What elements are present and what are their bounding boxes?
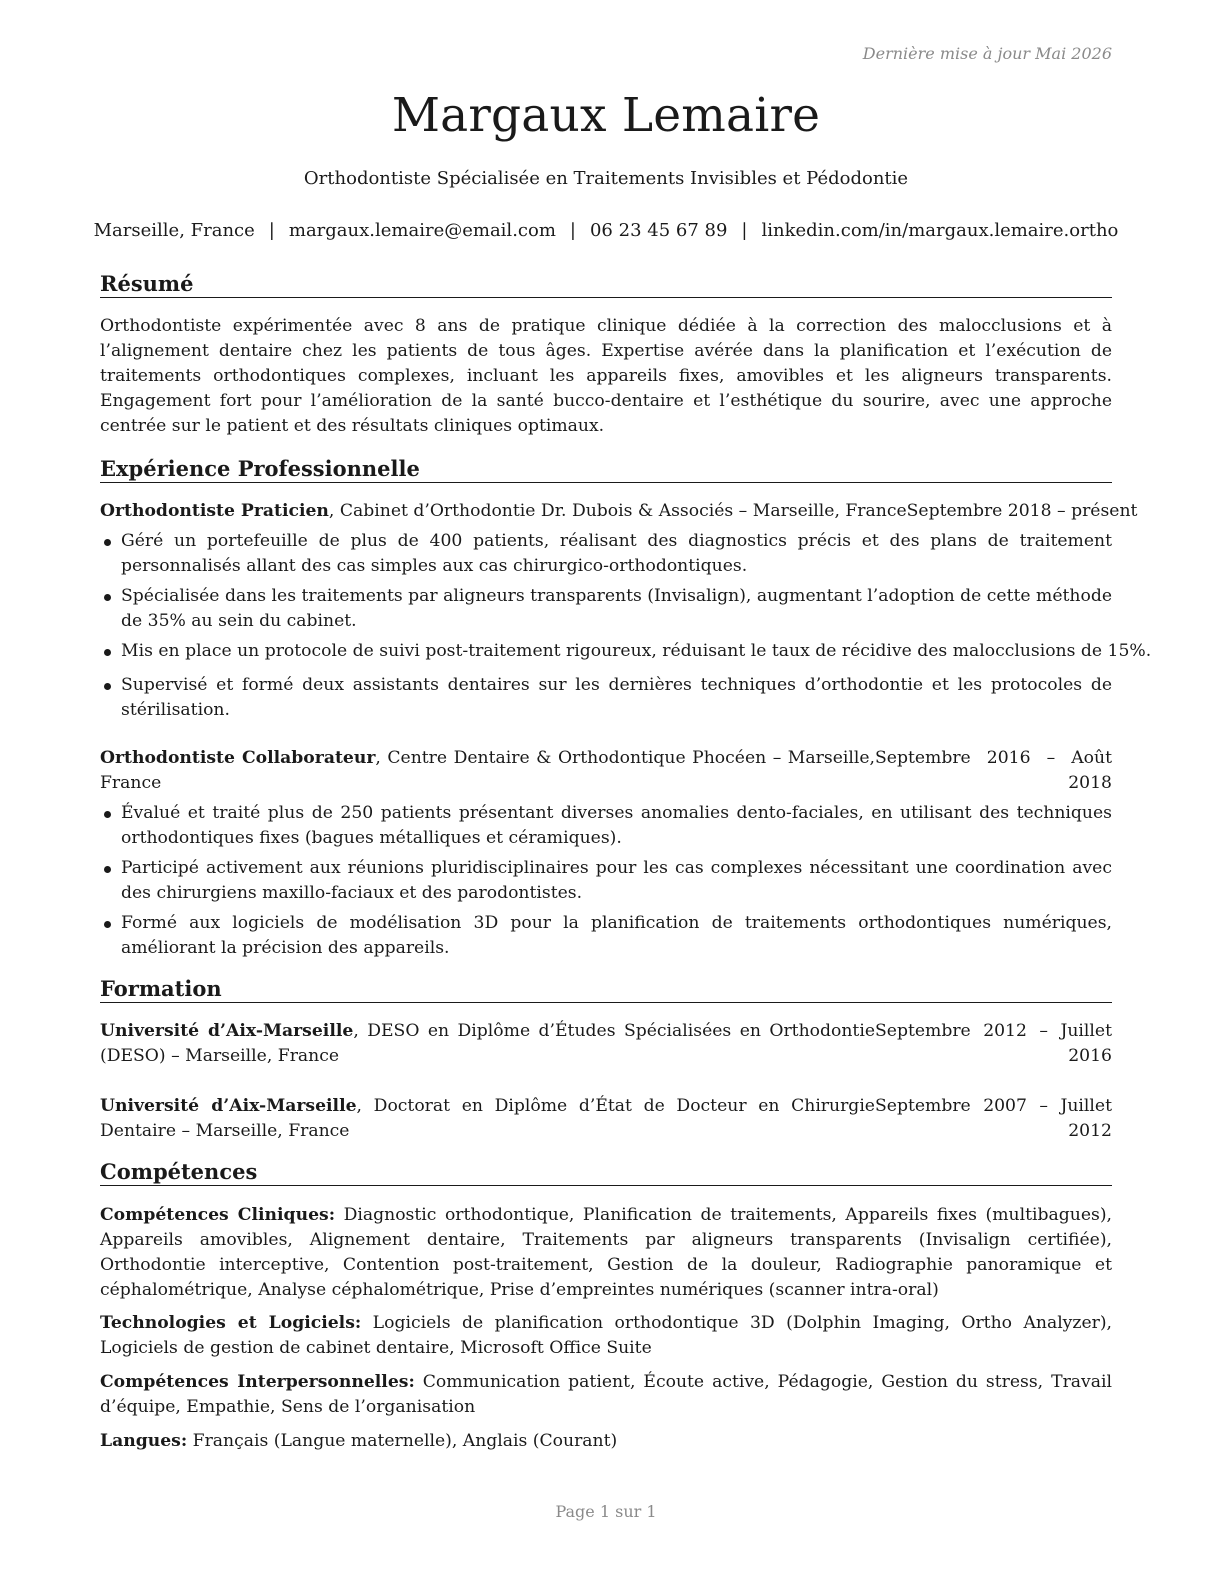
education-dates: Septembre 2012 – Juillet 2016 — [875, 1021, 1112, 1066]
job-org: , Centre Dentaire & Orthodontique Phocéen – Marseille, France — [100, 748, 875, 793]
education-dates: Septembre 2007 – Juillet 2012 — [875, 1096, 1112, 1141]
skills-label: Technologies et Logiciels: — [100, 1313, 362, 1333]
job-bullets — [100, 529, 1152, 723]
skills-group — [100, 1429, 1112, 1454]
school-name: Université d’Aix-Marseille — [100, 1021, 354, 1041]
job-dates: Septembre 2018 – présent — [906, 501, 1138, 521]
skills-group — [100, 1311, 1112, 1361]
degree: , Doctorat en Diplôme d’État de Docteur en Chirurgie Dentaire – Marseille, France — [100, 1096, 875, 1141]
skills-text: Logiciels de planification orthodontique 3D (Dolphin Imaging, Ortho Analyzer), Logiciels de gestion de cabinet dentaire, Microsoft Office Suite — [100, 1313, 1113, 1358]
list-item: Participé activement aux réunions pluridisciplinaires pour les cas complexes nécessitant une coordination avec des chirurgiens maxillo-faciaux et des parodontistes. — [100, 856, 1112, 906]
contact-location: Marseille, France — [93, 220, 255, 241]
bullet-icon — [104, 921, 111, 928]
section-title-education: Formation — [100, 976, 1112, 1003]
contact-separator: | — [569, 220, 576, 241]
section-title-summary: Résumé — [100, 271, 1112, 298]
section-title-skills: Compétences — [100, 1159, 1112, 1186]
bullet-icon — [104, 683, 111, 690]
job-header — [100, 746, 1112, 796]
contact-separator: | — [741, 220, 748, 241]
list-item: Formé aux logiciels de modélisation 3D pour la planification de traitements orthodontiques numériques, améliorant la précision des appareils. — [100, 911, 1112, 961]
education-item — [100, 1019, 1112, 1069]
education-item — [100, 1094, 1112, 1144]
contact-line — [90, 220, 1122, 241]
skills-group — [100, 1203, 1112, 1303]
contact-separator: | — [268, 220, 275, 241]
bullet-icon — [104, 811, 111, 818]
job-role: Orthodontiste Collaborateur — [100, 748, 376, 768]
contact-phone[interactable]: 06 23 45 67 89 — [589, 220, 728, 241]
summary-text: Orthodontiste expérimentée avec 8 ans de pratique clinique dédiée à la correction des malocclusions et à l’alignement dentaire chez les patients de tous âges. Expertise avérée dans la planification et l’exécution de traitements orthodontiques complexes, incluant les appareils fixes, amovibles et les aligneurs transparents. Engagement fort pour l’amélioration de la santé bucco-dentaire et l’esthétique du sourire, avec une approche centrée sur le patient et des résultats cliniques optimaux. — [100, 316, 1112, 436]
skills-label: Compétences Interpersonnelles: — [100, 1372, 415, 1392]
contact-email[interactable]: margaux.lemaire@email.com — [288, 220, 556, 241]
job-bullets — [100, 801, 1112, 961]
contact-linkedin[interactable]: linkedin.com/in/margaux.lemaire.ortho — [761, 220, 1119, 241]
section-title-experience: Expérience Professionnelle — [100, 456, 1112, 483]
skills-label: Compétences Cliniques: — [100, 1205, 336, 1225]
list-item: Évalué et traité plus de 250 patients présentant diverses anomalies dento-faciales, en utilisant des techniques orthodontiques fixes (bagues métalliques et céramiques). — [100, 801, 1112, 851]
skills-group — [100, 1370, 1112, 1420]
list-item: Supervisé et formé deux assistants dentaires sur les dernières techniques d’orthodontie et les protocoles de stérilisation. — [100, 673, 1112, 723]
candidate-name: Margaux Lemaire — [391, 88, 821, 143]
degree: , DESO en Diplôme d’Études Spécialisées en Orthodontie (DESO) – Marseille, France — [100, 1021, 875, 1066]
job-dates: Septembre 2016 – Août 2018 — [875, 748, 1112, 793]
headline: Orthodontiste Spécialisée en Traitements Invisibles et Pédodontie — [303, 168, 909, 189]
skills-text: Communication patient, Écoute active, Pédagogie, Gestion du stress, Travail d’équipe, Empathie, Sens de l’organisation — [100, 1372, 1112, 1417]
skills-text: Diagnostic orthodontique, Planification de traitements, Appareils fixes (multibagues), Appareils amovibles, Alignement dentaire, Traitements par aligneurs transparents (Invisalign certifiée), Orthodontie interceptive, Contention post-traitement, Gestion de la douleur, Radiographie panoramique et céphalométrique, Analyse céphalométrique, Prise d’empreintes numériques (scanner intra-oral) — [100, 1205, 1112, 1300]
list-item: Spécialisée dans les traitements par aligneurs transparents (Invisalign), augmentant l’adoption de cette méthode de 35% au sein du cabinet. — [100, 584, 1112, 634]
job-org: , Cabinet d’Orthodontie Dr. Dubois & Associés – Marseille, France — [328, 501, 907, 521]
bullet-icon — [104, 594, 111, 601]
page-number: Page 1 sur 1 — [555, 1502, 657, 1521]
resume-page — [93, 0, 1152, 1584]
list-item: Géré un portefeuille de plus de 400 patients, réalisant des diagnostics précis et des plans de traitement personnalisés allant des cas simples aux cas chirurgico-orthodontiques. — [100, 529, 1112, 579]
job-header — [100, 499, 1138, 524]
bullet-icon — [104, 539, 111, 546]
skills-text: Français (Langue maternelle), Anglais (Courant) — [187, 1431, 618, 1451]
last-updated: Dernière mise à jour Mai 2026 — [862, 44, 1112, 63]
list-item: Mis en place un protocole de suivi post-traitement rigoureux, réduisant le taux de récidive des malocclusions de 15%. — [100, 639, 1112, 664]
skills-label: Langues: — [100, 1431, 188, 1451]
school-name: Université d’Aix-Marseille — [100, 1096, 357, 1116]
job-role: Orthodontiste Praticien — [100, 501, 329, 521]
bullet-icon — [104, 866, 111, 873]
bullet-icon — [104, 649, 111, 656]
